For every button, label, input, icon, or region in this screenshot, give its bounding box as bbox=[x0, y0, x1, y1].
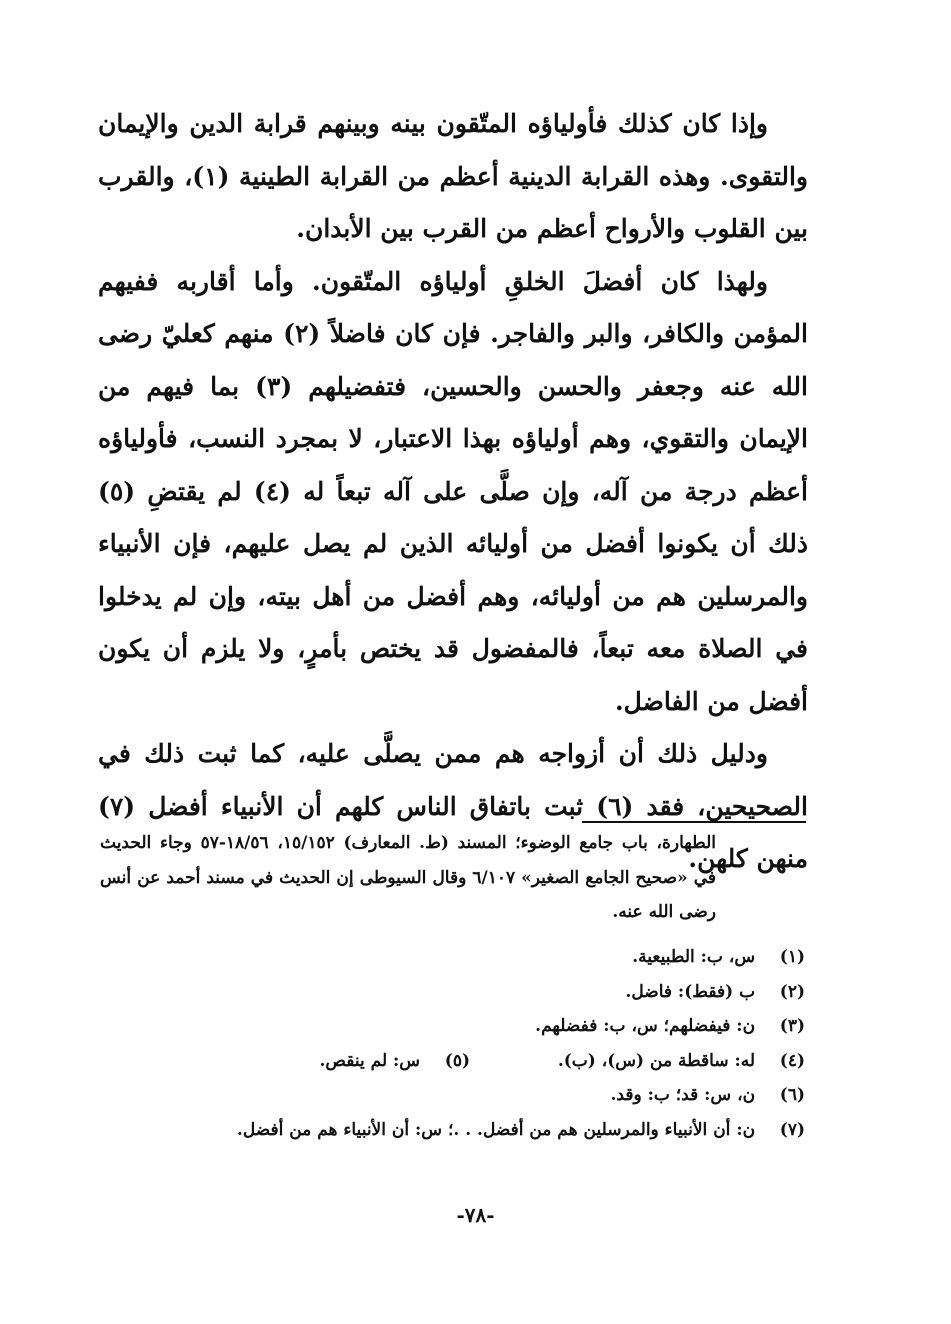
footnote-4 bbox=[100, 1044, 805, 1079]
footnote-5 bbox=[320, 1044, 471, 1079]
footnote-number: (١) bbox=[779, 947, 805, 967]
footnote-2 bbox=[100, 975, 805, 1010]
footnote-number: (٤) bbox=[779, 1050, 805, 1071]
footnote-7 bbox=[100, 1113, 805, 1148]
footnote-text: ن: أن الأنبياء والمرسلين هم من أفضل. . .؛ س: أن الأنبياء هم من أفضل. bbox=[236, 1119, 756, 1140]
footnote-separator bbox=[582, 821, 806, 823]
footnote-number: (٢) bbox=[779, 981, 805, 1002]
paragraph-3: ودليل ذلك أن أزواجه هم ممن يصلَّى عليه، كما ثبت ذلك في الصحيحين، فقد (٦) ثبت باتفاق الناس كلهم أن الأنبياء أفضل (٧) منهن كلهن. bbox=[98, 739, 808, 873]
footnote-text: ن: فيفضلهم؛ س، ب: ففضلهم. bbox=[535, 1016, 756, 1036]
paragraph-2: ولهذا كان أفضلَ الخلقِ أولياؤه المتّقون. وأما أقاربه ففيهم المؤمن والكافر، والبر والفاجر. فإن كان فاضلاً (٢) منهم كعليّ رضى الله عنه وجعفر والحسن والحسين، فتفضيلهم (٣) بما فيهم من الإيمان والتقوي، وهم أولياؤه بهذا الاعتبار، لا بمجرد النسب، فأولياؤه أعظم درجة من آله، وإن صلَّى على آله تبعاً له (٤) لم يقتضِ (٥) ذلك أن يكونوا أفضل من أوليائه الذين لم يصل عليهم، فإن الأنبياء والمرسلين هم من أوليائه، وهم أفضل من أهل بيته، وإن لم يدخلوا في الصلاة معه تبعاً، فالمفضول قد يختص بأمرٍ، ولا يلزم أن يكون أفضل من الفاضل. bbox=[98, 266, 808, 716]
footnote-text: س: لم ينقص. bbox=[319, 1050, 421, 1071]
footnote-list bbox=[100, 940, 805, 1147]
footnote-text: له: ساقطة من (س)، (ب). bbox=[557, 1050, 756, 1071]
page-number: -٧٨- bbox=[456, 1203, 495, 1227]
footnote-number: (٦) bbox=[779, 1085, 805, 1105]
main-text-block bbox=[98, 98, 808, 886]
footnote-text: س، ب: الطبيعية. bbox=[632, 947, 756, 967]
footnote-text: ن، س: قد؛ ب: وقد. bbox=[610, 1085, 756, 1105]
footnote-1 bbox=[100, 940, 805, 975]
footnote-text: ب (فقط): فاضل. bbox=[625, 981, 756, 1002]
footnote-number: (٧) bbox=[779, 1119, 805, 1140]
footnote-6 bbox=[100, 1078, 805, 1113]
paragraph-1: وإذا كان كذلك فأولياؤه المتّقون بينه وبينهم قرابة الدين والإيمان والتقوى. وهذه القرابة الدينية أعظم من القرابة الطينية (١)، والقرب بين القلوب والأرواح أعظم من القرب بين الأبدان. bbox=[98, 109, 808, 243]
footnote-number: (٥) bbox=[444, 1050, 470, 1071]
footnote-number: (٣) bbox=[779, 1016, 805, 1036]
footnote-3 bbox=[100, 1009, 805, 1044]
footnote-continuation: الطهارة، باب جامع الوضوء؛ المسند (ط. المعارف) ١٥/١٥٢، ١٨/٥٦-٥٧ وجاء الحديث في «صحيح الجامع الصغير» ٦/١٠٧ وقال السيوطى إن الحديث في مسند أحمد عن أنس رضى الله عنه. bbox=[100, 833, 716, 922]
